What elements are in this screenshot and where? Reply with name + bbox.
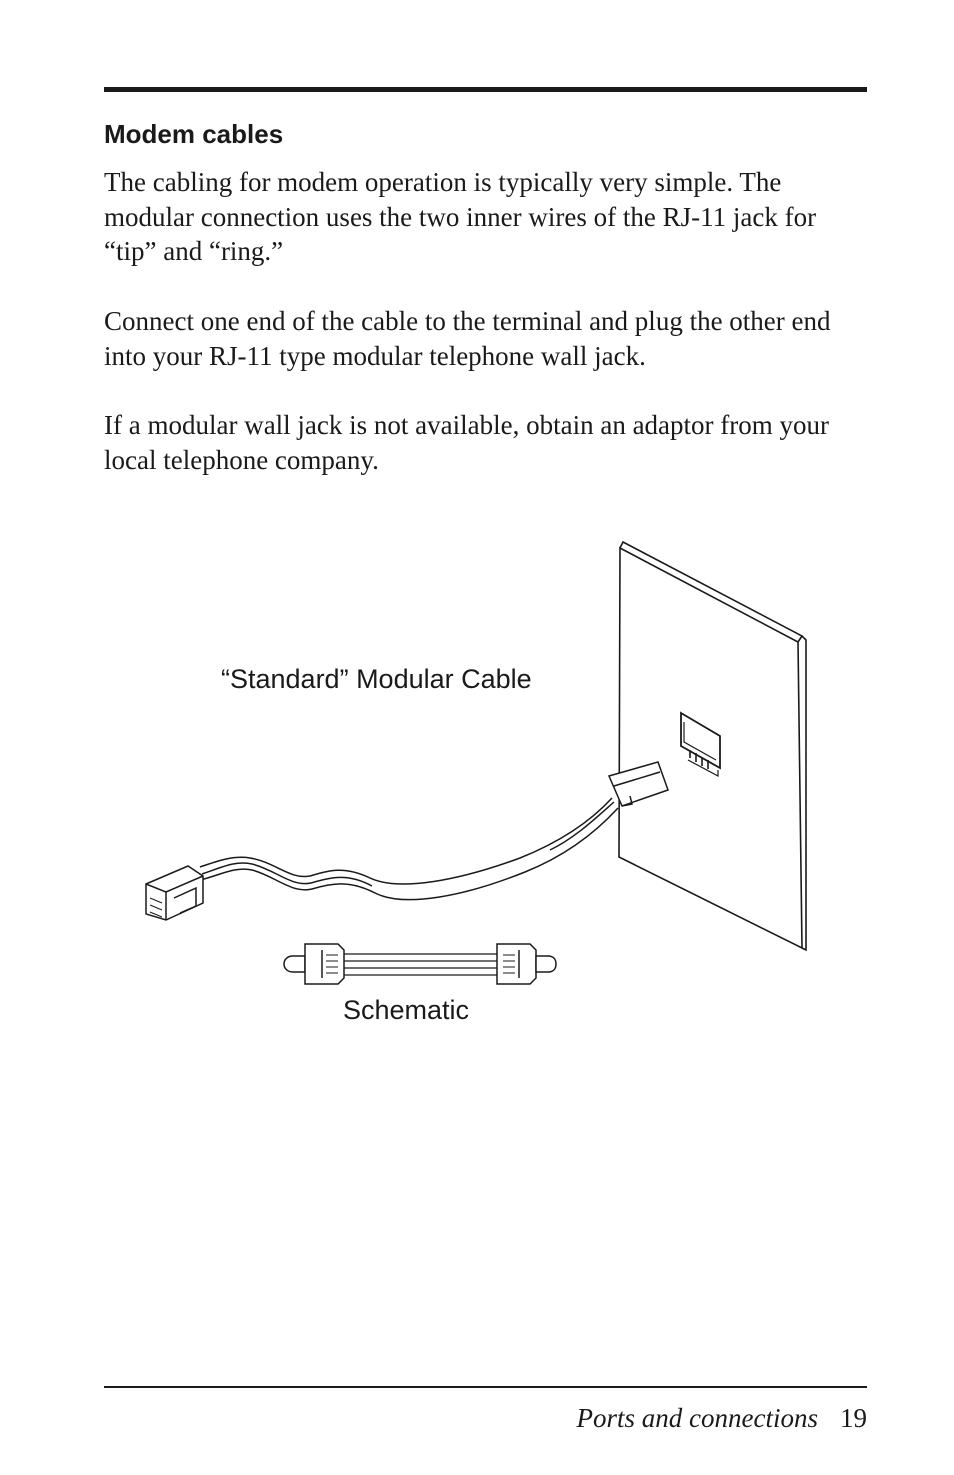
paragraph-cabling-overview: The cabling for modem operation is typically very simple. The modular connection uses the two inner wires of the RJ-11 jack for “tip” and “ring.” — [104, 167, 817, 266]
cable-illustration — [0, 520, 954, 1040]
top-rule — [104, 87, 867, 92]
cable-illustration-body — [146, 762, 668, 920]
modular-cable-figure — [0, 520, 954, 1040]
paragraph-adaptor-note: If a modular wall jack is not available, obtain an adaptor from your local telephone company. — [104, 410, 830, 475]
wall-plate-illustration — [619, 542, 806, 950]
schematic-illustration — [284, 944, 556, 984]
schematic-figure-label: Schematic — [343, 995, 470, 1025]
section-heading: Modem cables — [104, 119, 284, 149]
footer-section-title: Ports and connections — [576, 1403, 818, 1433]
cable-figure-label: “Standard” Modular Cable — [221, 664, 532, 694]
page-footer — [577, 1400, 867, 1436]
paragraph-connect-instructions: Connect one end of the cable to the terminal and plug the other end into your RJ-11 type modular telephone wall jack. — [104, 306, 831, 371]
footer-rule — [104, 1386, 867, 1388]
page-number: 19 — [840, 1403, 867, 1433]
